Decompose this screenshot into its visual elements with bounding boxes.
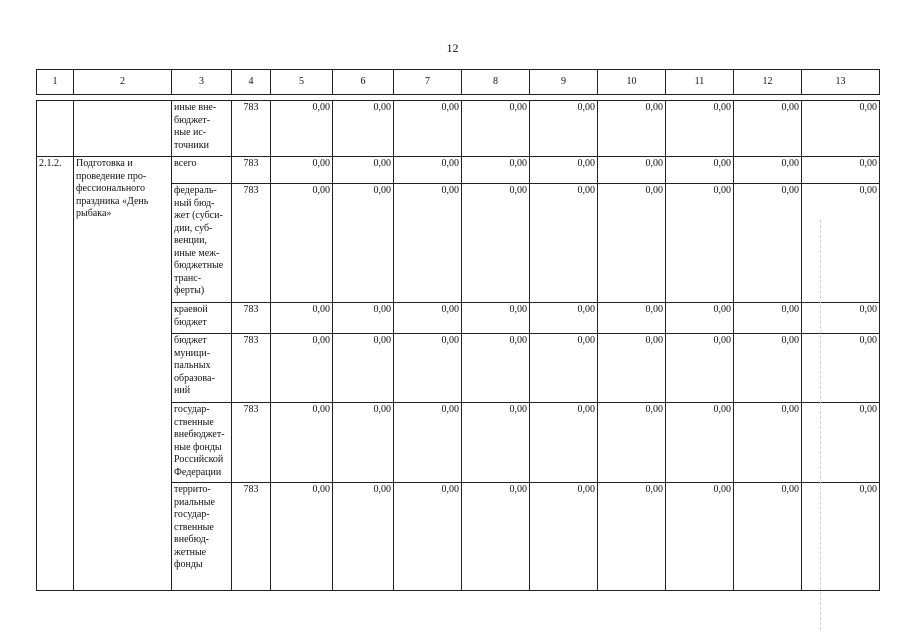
amount-cell: 0,00 [394, 483, 462, 591]
amount-cell: 0,00 [734, 157, 802, 184]
amount-cell: 0,00 [802, 334, 880, 403]
column-header-7: 7 [394, 70, 462, 95]
amount-cell: 0,00 [333, 483, 394, 591]
column-header-11: 11 [666, 70, 734, 95]
amount-cell: 0,00 [462, 184, 530, 303]
page-number: 12 [446, 41, 459, 55]
amount-cell: 0,00 [271, 101, 333, 157]
code-cell: 783 [232, 184, 271, 303]
amount-cell: 0,00 [333, 157, 394, 184]
amount-cell: 0,00 [734, 303, 802, 334]
column-header-12: 12 [734, 70, 802, 95]
amount-cell: 0,00 [666, 303, 734, 334]
budget-table [36, 69, 880, 591]
amount-cell: 0,00 [666, 483, 734, 591]
funding-source-cell: федераль- ный бюд- жет (субси- дии, суб- венции, иные меж- бюджетные транс- ферты) [172, 184, 232, 303]
amount-cell: 0,00 [598, 403, 666, 483]
amount-cell: 0,00 [462, 483, 530, 591]
amount-cell: 0,00 [734, 184, 802, 303]
amount-cell: 0,00 [802, 403, 880, 483]
funding-source-cell: краевой бюджет [172, 303, 232, 334]
code-cell: 783 [232, 303, 271, 334]
amount-cell: 0,00 [666, 334, 734, 403]
amount-cell: 0,00 [734, 101, 802, 157]
amount-cell: 0,00 [394, 303, 462, 334]
amount-cell: 0,00 [530, 101, 598, 157]
item-number-cell: 2.1.2. [37, 157, 74, 591]
amount-cell: 0,00 [530, 403, 598, 483]
amount-cell: 0,00 [271, 483, 333, 591]
column-header-5: 5 [271, 70, 333, 95]
code-cell: 783 [232, 334, 271, 403]
funding-source-cell: государ- ственные внебюджет- ные фонды Российской Федерации [172, 403, 232, 483]
amount-cell: 0,00 [666, 403, 734, 483]
amount-cell: 0,00 [394, 403, 462, 483]
code-cell: 783 [232, 483, 271, 591]
amount-cell: 0,00 [734, 403, 802, 483]
table-row [37, 157, 880, 184]
item-title-cell [74, 101, 172, 157]
amount-cell: 0,00 [802, 303, 880, 334]
code-cell: 783 [232, 101, 271, 157]
column-header-2: 2 [74, 70, 172, 95]
amount-cell: 0,00 [462, 403, 530, 483]
amount-cell: 0,00 [462, 303, 530, 334]
amount-cell: 0,00 [734, 483, 802, 591]
code-cell: 783 [232, 157, 271, 184]
amount-cell: 0,00 [462, 157, 530, 184]
amount-cell: 0,00 [394, 184, 462, 303]
amount-cell: 0,00 [462, 101, 530, 157]
funding-source-cell: всего [172, 157, 232, 184]
amount-cell: 0,00 [598, 101, 666, 157]
amount-cell: 0,00 [394, 334, 462, 403]
amount-cell: 0,00 [598, 483, 666, 591]
column-header-10: 10 [598, 70, 666, 95]
amount-cell: 0,00 [666, 157, 734, 184]
column-header-6: 6 [333, 70, 394, 95]
column-header-3: 3 [172, 70, 232, 95]
amount-cell: 0,00 [734, 334, 802, 403]
amount-cell: 0,00 [271, 334, 333, 403]
amount-cell: 0,00 [394, 157, 462, 184]
amount-cell: 0,00 [802, 483, 880, 591]
amount-cell: 0,00 [271, 157, 333, 184]
amount-cell: 0,00 [530, 184, 598, 303]
amount-cell: 0,00 [530, 334, 598, 403]
amount-cell: 0,00 [802, 157, 880, 184]
column-header-1: 1 [37, 70, 74, 95]
funding-source-cell: террито- риальные государ- ственные внебюд- жетные фонды [172, 483, 232, 591]
scan-artifact-line [820, 220, 821, 630]
column-header-8: 8 [462, 70, 530, 95]
table-row [37, 101, 880, 157]
amount-cell: 0,00 [333, 303, 394, 334]
amount-cell: 0,00 [530, 303, 598, 334]
amount-cell: 0,00 [598, 184, 666, 303]
amount-cell: 0,00 [333, 334, 394, 403]
code-cell: 783 [232, 403, 271, 483]
item-number-cell [37, 101, 74, 157]
amount-cell: 0,00 [530, 157, 598, 184]
amount-cell: 0,00 [530, 483, 598, 591]
amount-cell: 0,00 [271, 403, 333, 483]
amount-cell: 0,00 [271, 184, 333, 303]
amount-cell: 0,00 [333, 184, 394, 303]
amount-cell: 0,00 [802, 101, 880, 157]
amount-cell: 0,00 [666, 184, 734, 303]
item-title-cell: Подготовка и проведение про- фессионального праздника «День рыбака» [74, 157, 172, 591]
amount-cell: 0,00 [333, 403, 394, 483]
column-header-13: 13 [802, 70, 880, 95]
amount-cell: 0,00 [598, 334, 666, 403]
amount-cell: 0,00 [802, 184, 880, 303]
column-header-4: 4 [232, 70, 271, 95]
column-header-9: 9 [530, 70, 598, 95]
amount-cell: 0,00 [598, 157, 666, 184]
amount-cell: 0,00 [394, 101, 462, 157]
funding-source-cell: бюджет муници- пальных образова- ний [172, 334, 232, 403]
amount-cell: 0,00 [271, 303, 333, 334]
amount-cell: 0,00 [333, 101, 394, 157]
funding-source-cell: иные вне- бюджет- ные ис- точники [172, 101, 232, 157]
amount-cell: 0,00 [598, 303, 666, 334]
amount-cell: 0,00 [666, 101, 734, 157]
header-row [37, 70, 880, 95]
amount-cell: 0,00 [462, 334, 530, 403]
